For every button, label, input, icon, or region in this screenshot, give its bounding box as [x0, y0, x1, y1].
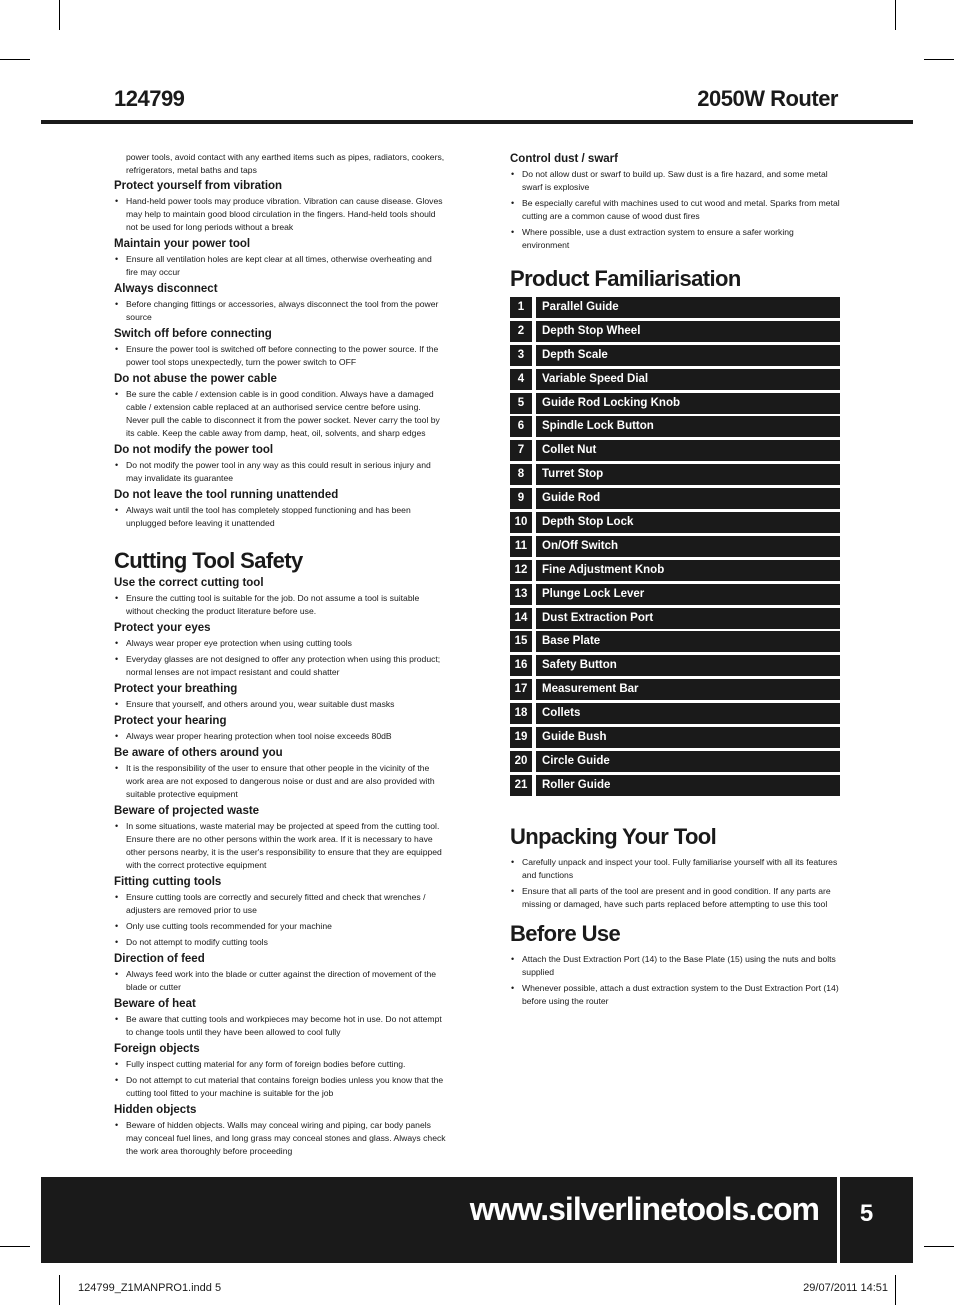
crop-mark — [59, 1275, 60, 1305]
footer-bar — [41, 1177, 837, 1263]
right-column — [510, 151, 840, 1011]
section-heading: Do not modify the power tool — [114, 444, 274, 456]
section-heading: Protect yourself from vibration — [114, 180, 283, 192]
left-column — [114, 151, 446, 1161]
section-bullets — [114, 388, 446, 440]
part-row — [510, 369, 840, 390]
bullet-item: • Be aware that cutting tools and workpieces may become hot in use. Do not attempt to change tools until they have been allowed to cool fully — [114, 1013, 446, 1039]
section-heading: Do not leave the tool running unattended — [114, 489, 339, 501]
part-name: Safety Button — [536, 655, 840, 676]
bullet-item: • Beware of hidden objects. Walls may conceal wiring and piping, car body panels may conceal fuel lines, and long grass may conceal stones and glass. Always check the work area thoroughly before proceeding — [114, 1119, 446, 1158]
bullet-item: • Where possible, use a dust extraction system to ensure a safer working environment — [510, 226, 840, 252]
part-number: 12 — [510, 560, 532, 581]
before-use-heading: Before Use — [510, 920, 621, 946]
bullet-item: • Be especially careful with machines used to cut wood and metal. Sparks from metal cutting are a common cause of wood dust fires — [510, 197, 840, 223]
part-number: 17 — [510, 679, 532, 700]
part-row — [510, 560, 840, 581]
part-number: 7 — [510, 440, 532, 461]
part-name: Spindle Lock Button — [536, 416, 840, 437]
product-familiarisation-heading: Product Familiarisation — [510, 266, 741, 291]
part-name: Variable Speed Dial — [536, 369, 840, 390]
part-row — [510, 512, 840, 533]
part-row — [510, 345, 840, 366]
part-row — [510, 655, 840, 676]
section-heading: Beware of projected waste — [114, 805, 260, 817]
part-name: Collet Nut — [536, 440, 840, 461]
section-heading: Direction of feed — [114, 953, 205, 965]
part-row — [510, 584, 840, 605]
part-name: Dust Extraction Port — [536, 608, 840, 629]
intro-text: power tools, avoid contact with any earthed items such as pipes, radiators, cookers, refrigerators, metal baths and taps — [126, 152, 445, 175]
part-row — [510, 297, 840, 318]
section-heading: Protect your breathing — [114, 683, 238, 695]
general-safety-sections — [114, 179, 446, 530]
product-title: 2050W Router — [697, 86, 838, 111]
section-bullets — [114, 1058, 446, 1100]
bullet-item: • Do not attempt to modify cutting tools — [114, 936, 446, 949]
bullet-item: • Always wear proper eye protection when using cutting tools — [114, 637, 446, 650]
bullet-item: • Hand-held power tools may produce vibration. Vibration can cause disease. Gloves may help to maintain good blood circulation in the fingers. Hand-held tools should not be used for long periods without a break — [114, 195, 446, 234]
bullet-item: • Ensure all ventilation holes are kept clear at all times, otherwise overheating and fire may occur — [114, 253, 446, 279]
section-heading: Fitting cutting tools — [114, 876, 222, 888]
dust-heading: Control dust / swarf — [510, 153, 618, 165]
part-row — [510, 440, 840, 461]
part-number: 20 — [510, 751, 532, 772]
part-name: Circle Guide — [536, 751, 840, 772]
part-name: Plunge Lock Lever — [536, 584, 840, 605]
part-number: 1 — [510, 297, 532, 318]
bullet-item: • Always wear proper hearing protection when tool noise exceeds 80dB — [114, 730, 446, 743]
part-name: On/Off Switch — [536, 536, 840, 557]
page-number-box — [840, 1177, 913, 1263]
part-name: Depth Stop Lock — [536, 512, 840, 533]
website-link[interactable]: www.silverlinetools.com — [469, 1191, 819, 1227]
part-number: 13 — [510, 584, 532, 605]
part-number: 18 — [510, 703, 532, 724]
part-name: Collets — [536, 703, 840, 724]
part-number: 9 — [510, 488, 532, 509]
before-use-list — [510, 953, 840, 1008]
section-heading: Hidden objects — [114, 1104, 197, 1116]
crop-mark — [59, 0, 60, 30]
section-heading: Protect your hearing — [114, 715, 227, 727]
section-heading: Do not abuse the power cable — [114, 373, 277, 385]
cutting-safety-sections — [114, 576, 446, 1158]
unpacking-list — [510, 856, 840, 911]
section-bullets — [114, 592, 446, 618]
part-number: 6 — [510, 416, 532, 437]
bullet-item: • Do not attempt to cut material that contains foreign bodies unless you know that the cutting tool fitted to your machine is suitable for the job — [114, 1074, 446, 1100]
crop-mark — [924, 59, 954, 60]
section-bullets — [114, 820, 446, 872]
part-number: 4 — [510, 369, 532, 390]
section-heading: Be aware of others around you — [114, 747, 283, 759]
crop-mark — [0, 1246, 30, 1247]
slug-datetime: 29/07/2011 14:51 — [803, 1282, 888, 1294]
part-row — [510, 416, 840, 437]
bullet-item: • Always feed work into the blade or cutter against the direction of movement of the blade or cutter — [114, 968, 446, 994]
part-row — [510, 488, 840, 509]
bullet-item: • Attach the Dust Extraction Port (14) to the Base Plate (15) using the nuts and bolts supplied — [510, 953, 840, 979]
bullet-item: • Whenever possible, attach a dust extraction system to the Dust Extraction Port (14) before using the router — [510, 982, 840, 1008]
part-row — [510, 703, 840, 724]
section-bullets — [114, 195, 446, 234]
section-heading: Foreign objects — [114, 1043, 200, 1055]
section-bullets — [114, 698, 446, 711]
part-name: Parallel Guide — [536, 297, 840, 318]
section-bullets — [114, 730, 446, 743]
part-row — [510, 727, 840, 748]
header-rule — [41, 120, 913, 124]
part-name: Measurement Bar — [536, 679, 840, 700]
bullet-item: • Everyday glasses are not designed to offer any protection when using this product; normal lenses are not impact resistant and could shatter — [114, 653, 446, 679]
section-bullets — [114, 762, 446, 801]
part-name: Roller Guide — [536, 775, 840, 796]
section-bullets — [114, 459, 446, 485]
part-name: Turret Stop — [536, 464, 840, 485]
section-bullets — [114, 1013, 446, 1039]
section-heading: Always disconnect — [114, 283, 218, 295]
part-name: Depth Scale — [536, 345, 840, 366]
product-code: 124799 — [114, 86, 185, 111]
bullet-item: • Ensure that all parts of the tool are present and in good condition. If any parts are missing or damaged, have such parts replaced before attempting to use this tool — [510, 885, 840, 911]
bullet-item: • Do not modify the power tool in any way as this could result in serious injury and may invalidate its guarantee — [114, 459, 446, 485]
section-heading: Use the correct cutting tool — [114, 577, 264, 589]
section-heading: Protect your eyes — [114, 622, 211, 634]
part-number: 10 — [510, 512, 532, 533]
part-number: 5 — [510, 393, 532, 414]
parts-list — [510, 297, 840, 796]
part-row — [510, 631, 840, 652]
section-heading: Beware of heat — [114, 998, 196, 1010]
section-bullets — [114, 637, 446, 679]
page-number: 5 — [859, 1200, 874, 1227]
crop-mark — [895, 1275, 896, 1305]
part-name: Fine Adjustment Knob — [536, 560, 840, 581]
part-number: 3 — [510, 345, 532, 366]
part-row — [510, 321, 840, 342]
bullet-item: • Always wait until the tool has completely stopped functioning and has been unplugged before leaving it unattended — [114, 504, 446, 530]
part-number: 15 — [510, 631, 532, 652]
crop-mark — [924, 1246, 954, 1247]
part-name: Guide Bush — [536, 727, 840, 748]
cutting-tool-safety-heading: Cutting Tool Safety — [114, 548, 303, 573]
section-heading: Switch off before connecting — [114, 328, 272, 340]
part-number: 19 — [510, 727, 532, 748]
part-number: 14 — [510, 608, 532, 629]
section-bullets — [114, 298, 446, 324]
part-row — [510, 751, 840, 772]
part-number: 11 — [510, 536, 532, 557]
bullet-item: • Ensure cutting tools are correctly and securely fitted and check that wrenches / adjusters are removed prior to use — [114, 891, 446, 917]
part-row — [510, 536, 840, 557]
part-number: 2 — [510, 321, 532, 342]
part-row — [510, 393, 840, 414]
bullet-item: • Be sure the cable / extension cable is in good condition. Always have a damaged cable / extension cable replaced at an authorised service centre before using. Never pull the cable to disconnect it from the power socket. Never carry the tool by its cable. Keep the cable away from damp, heat, oil, solvents, and sharp edges — [114, 388, 446, 440]
bullet-item: • Fully inspect cutting material for any form of foreign bodies before cutting. — [114, 1058, 446, 1071]
unpacking-heading: Unpacking Your Tool — [510, 823, 717, 849]
section-bullets — [114, 968, 446, 994]
slug-filename: 124799_Z1MANPRO1.indd 5 — [78, 1282, 222, 1294]
bullet-item: • Ensure that yourself, and others around you, wear suitable dust masks — [114, 698, 446, 711]
bullet-item: • Before changing fittings or accessories, always disconnect the tool from the power source — [114, 298, 446, 324]
section-bullets — [114, 1119, 446, 1158]
section-bullets — [114, 343, 446, 369]
bullet-item: • In some situations, waste material may be projected at speed from the cutting tool. Ensure there are no other persons within the work area. If it is necessary to have other persons nearby, it is the user's responsibility to ensure that they are equipped with the correct protective equipment — [114, 820, 446, 872]
dust-list — [510, 168, 840, 252]
bullet-item: • Ensure the power tool is switched off before connecting to the power source. If the power tool stops unexpectedly, turn the power switch to OFF — [114, 343, 446, 369]
part-name: Base Plate — [536, 631, 840, 652]
bullet-item: • It is the responsibility of the user to ensure that other people in the vicinity of the work area are not exposed to dangerous noise or dust and are also provided with suitable protective equipment — [114, 762, 446, 801]
part-name: Depth Stop Wheel — [536, 321, 840, 342]
bullet-item: • Only use cutting tools recommended for your machine — [114, 920, 446, 933]
part-row — [510, 464, 840, 485]
section-heading: Maintain your power tool — [114, 238, 251, 250]
bullet-item: • Ensure the cutting tool is suitable for the job. Do not assume a tool is suitable without checking the product literature before use. — [114, 592, 446, 618]
crop-mark — [0, 59, 30, 60]
part-name: Guide Rod Locking Knob — [536, 393, 840, 414]
part-row — [510, 679, 840, 700]
section-bullets — [114, 504, 446, 530]
part-number: 16 — [510, 655, 532, 676]
section-bullets — [114, 891, 446, 949]
part-name: Guide Rod — [536, 488, 840, 509]
part-row — [510, 775, 840, 796]
part-row — [510, 608, 840, 629]
bullet-item: • Do not allow dust or swarf to build up. Saw dust is a fire hazard, and some metal swarf is explosive — [510, 168, 840, 194]
section-bullets — [114, 253, 446, 279]
part-number: 8 — [510, 464, 532, 485]
part-number: 21 — [510, 775, 532, 796]
crop-mark — [895, 0, 896, 30]
bullet-item: • Carefully unpack and inspect your tool. Fully familiarise yourself with all its features and functions — [510, 856, 840, 882]
